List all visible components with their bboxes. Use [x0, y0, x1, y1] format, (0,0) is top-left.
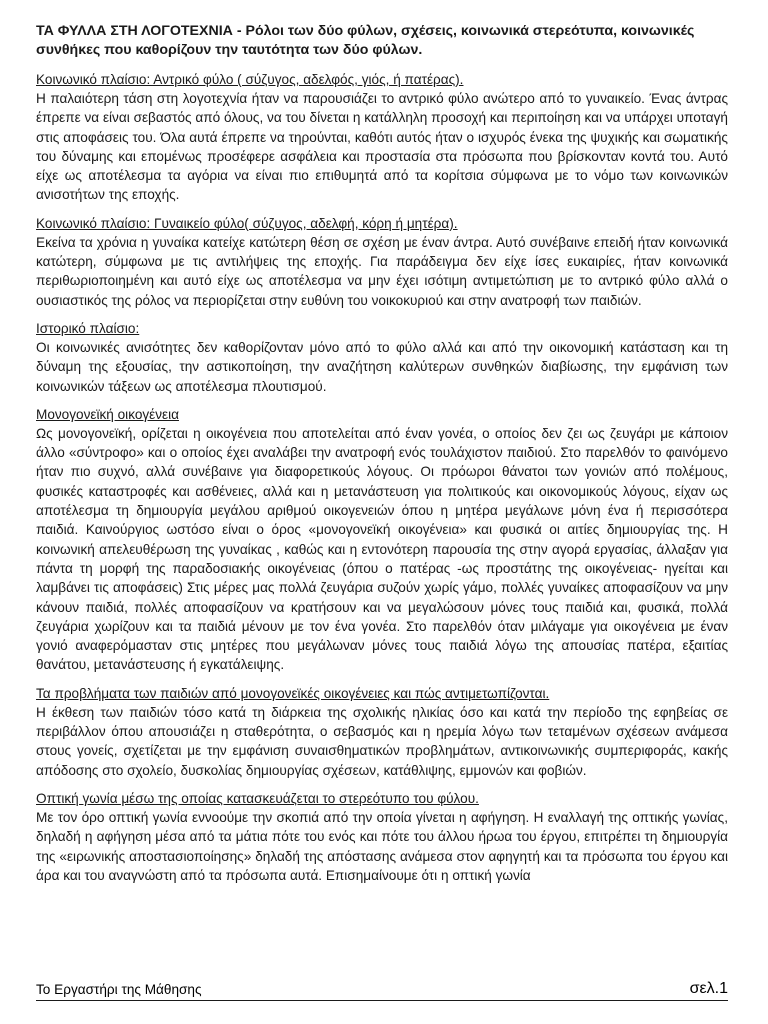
section-heading: Μονογονεϊκή οικογένεια: [36, 406, 179, 422]
section-historical-context: [36, 319, 728, 396]
page-number: σελ.1: [689, 980, 728, 997]
document-title-subtitle: Ρόλοι των δύο φύλων, σχέσεις, κοινωνικά στερεότυπα, κοινωνικές συνθήκες που καθορίζουν την ταυτότητα των δύο φύλων.: [36, 23, 695, 58]
section-body: Με τον όρο οπτική γωνία εννοούμε την σκοπιά από την οποία γίνεται η αφήγηση. Η εναλλαγή της οπτικής γωνίας, δηλαδή η αφήγηση μέσα από τα μάτια πότε του ενός και πότε του άλλου ήρωα του έργου, επιτρέπει τη δημιουργία της «ειρωνικής αποστασιοποίησης» δηλαδή της απόστασης ανάμεσα στον αφηγητή και τα πρόσωπα του έργου και άρα και του αναγνώστη από τα πρόσωπα αυτά. Επισημαίνουμε ότι η οπτική γωνία: [36, 809, 728, 883]
document-title: [36, 22, 728, 60]
section-body: Η παλαιότερη τάση στη λογοτεχνία ήταν να παρουσιάζει το αντρικό φύλο ανώτερο από το γυναικείο. Ένας άντρας έπρεπε να είναι σεβαστός από όλους, να του δίνεται η κατάλληλη προσοχή και περιποίηση και να υπάρχει υποταγή στις αποφάσεις του. Όλα αυτά έπρεπε να τηρούνται, καθότι αυτός ήταν ο ισχυρός ένεκα της ψυχικής και σωματικής του δύναμης και επομένως προσέφερε ασφάλεια και προστασία στα πρόσωπα που βρίσκονταν κοντά του. Αυτό είχε ως αποτέλεσμα τα αγόρια να είναι πιο επιθυμητά από τα κορίτσια σύμφωνα με το νόμο των κοινωνικών ανισοτήτων της εποχής.: [36, 91, 728, 203]
section-body: Εκείνα τα χρόνια η γυναίκα κατείχε κατώτερη θέση σε σχέση με έναν άντρα. Αυτό συνέβαινε επειδή ήταν κοινωνικά κατώτερη, σύμφωνα με τις αντιλήψεις της εποχής. Για παράδειγμα δεν είχε ίσες ευκαιρίες, ήταν κοινωνικά περιθωριοποιημένη και αυτό είχε ως αποτέλεσμα να μην έχει ισότιμη αντιμετώπιση με το αντρικό φύλο αλλά ο ουσιαστικός της ρόλος να περιορίζεται στην ευθύνη του νοικοκυριού και στην ανατροφή των παιδιών.: [36, 234, 728, 308]
section-heading: Ιστορικό πλαίσιο:: [36, 320, 140, 336]
section-children-problems: [36, 684, 728, 780]
section-heading: Κοινωνικό πλαίσιο: Αντρικό φύλο ( σύζυγος, αδελφός, γιός, ή πατέρας).: [36, 72, 464, 87]
page-footer: [36, 976, 728, 1001]
section-body: Η έκθεση των παιδιών τόσο κατά τη διάρκεια της σχολικής ηλικίας όσο και κατά την περίοδο της εφηβείας σε περιβάλλον όπου απουσιάζει η σταθερότητα, ο σεβασμός και η ηρεμία λόγω των τεταμένων σχέσεων ανάμεσα στους γονείς, σχετίζεται με την εμφάνιση συναισθηματικών προβλημάτων, αντικοινωνικής συμπεριφοράς, κακής απόδοσης στο σχολείο, δυσκολίας δημιουργίας σχέσεων, κατάθλιψης, εμμονών και φοβιών.: [36, 704, 728, 778]
section-body: Ως μονογονεϊκή, ορίζεται η οικογένεια που αποτελείται από έναν γονέα, ο οποίος δεν ζει ως ζευγάρι με κάποιον άλλο «σύντροφο» και ο οποίος έχει αναλάβει την ανατροφή ενός τουλάχιστον παιδιού. Στο παρελθόν το φαινόμενο ήταν πιο συχνό, αλλά συνέβαινε για διαφορετικούς λόγους. Οι πρόωροι θάνατοι των γονιών από πολέμους, φυσικές καταστροφές και ασθένειες, αλλά και η μετανάστευση για πολιτικούς και οικονομικούς λόγους, είχαν ως αποτέλεσμα τη δημιουργία μεγάλου αριθμού οικογενειών όπου η μητέρα μεγάλωνε μόνη ένα ή περισσότερα παιδιά. Καινούργιος ωστόσο είναι ο όρος «μονογονεϊκή οικογένεια» και φυσικά οι αιτίες δημιουργίας της. Η κοινωνική απελευθέρωση της γυναίκας , καθώς και η εντονότερη παρουσία της στην αγορά εργασίας, άλλαξαν για πάντα τη μορφή της παραδοσιακής οικογένειας (όπου ο πατέρας -ως προστάτης της οικογένειας- ηγείται και λαμβάνει τις αποφάσεις) Στις μέρες μας πολλά ζευγάρια συζούν χωρίς γάμο, πολλές γυναίκες αποφασίζουν να μην κάνουν παιδιά, πολλές αποφασίζουν να κρατήσουν και να μεγαλώσουν μόνες τους παιδιά και, φυσικά, πολλά ζευγάρια χωρίζουν και τα παιδιά μένουν με τον ένα γονέα. Στο παρελθόν όταν μιλάγαμε για οικογένεια με έναν γονιό αναφερόμασταν στις μητέρες που μεγάλωναν μόνες τους παιδιά λόγω της απουσίας πατέρα, εξαιτίας θανάτου, μετανάστευσης ή εγκατάλειψης.: [36, 425, 728, 673]
section-point-of-view: [36, 789, 728, 885]
document-title-main: ΤΑ ΦΥΛΛΑ ΣΤΗ ΛΟΓΟΤΕΧΝΙΑ -: [36, 23, 246, 39]
section-heading: Οπτική γωνία μέσω της οποίας κατασκευάζεται το στερεότυπο του φύλου.: [36, 790, 479, 806]
section-female-social-context: [36, 214, 728, 310]
section-single-parent-family: [36, 405, 728, 675]
section-heading: Κοινωνικό πλαίσιο: Γυναικείο φύλο( σύζυγος, αδελφή, κόρη ή μητέρα).: [36, 215, 458, 231]
section-heading: Τα προβλήματα των παιδιών από μονογονεϊκές οικογένειες και πώς αντιμετωπίζονται.: [36, 685, 550, 701]
section-male-social-context: [36, 70, 728, 205]
section-body: Οι κοινωνικές ανισότητες δεν καθορίζονταν μόνο από το φύλο αλλά και από την οικονομική κατάσταση και τη δύναμη της εξουσίας, την αστικοποίηση, την αναζήτηση καλύτερων συνθηκών διαβίωσης, την εμφάνιση των κοινωνικών τάξεων ως αποτέλεσμα πλουτισμού.: [36, 339, 728, 394]
footer-publisher: Το Εργαστήρι της Μάθησης: [36, 982, 202, 997]
